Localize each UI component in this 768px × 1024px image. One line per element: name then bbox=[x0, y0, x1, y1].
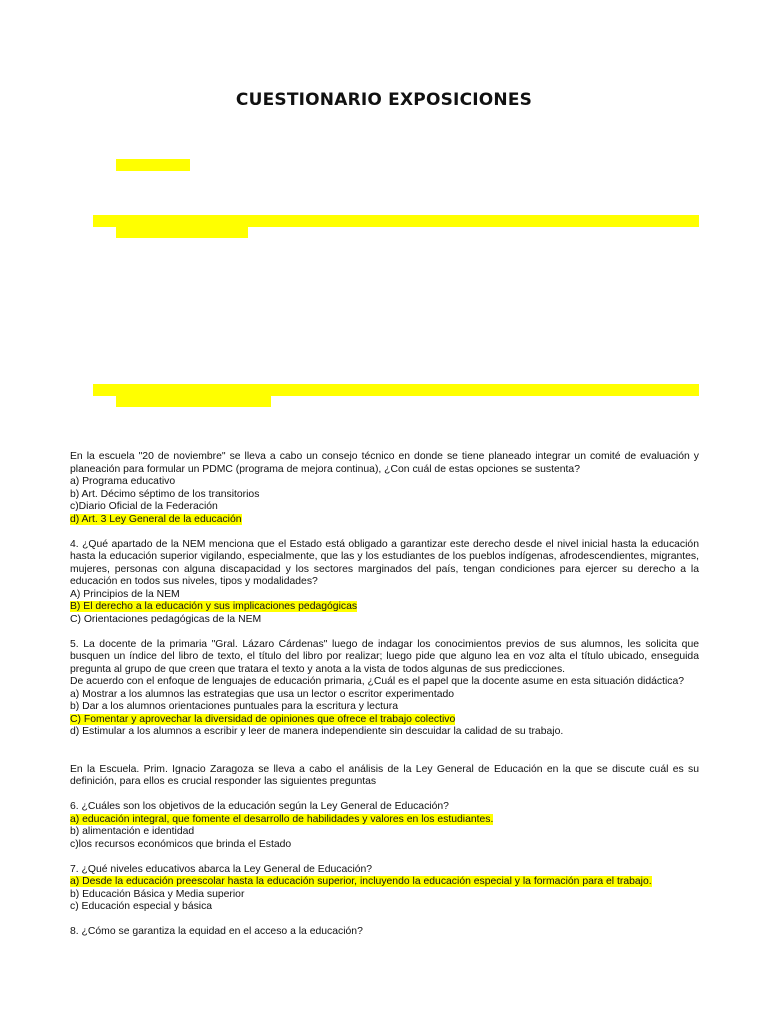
question-stem: 5. La docente de la primaria "Gral. Lázaro Cárdenas" luego de indagar los conocimientos previos de sus alumnos, les solicita que busquen un índice del libro de texto, el título del libro por realizar; luego pide que alguno lea en voz alta el título ubicado, enseguida pregunta al grupo de que creen que tratara el texto y anota a la vista de todos algunas de sus predicciones. bbox=[70, 638, 699, 675]
question-block bbox=[70, 539, 699, 627]
question-stem: En la Escuela. Prim. Ignacio Zaragoza se lleva a cabo el análisis de la Ley General de Educación en la que se discute cuál es su definición, para ellos es crucial responder las siguientes preguntas bbox=[70, 763, 699, 787]
question-stem: 4. ¿Qué apartado de la NEM menciona que el Estado está obligado a garantizar este derecho desde el nivel inicial hasta la educación hasta la educación superior vigilando, especialmente, que las y los estudiantes de los pueblos indígenas, afrodescendientes, migrantes, mujeres, personas con alguna discapacidad y los sectores marginados del país, tengan condiciones para ejercer su derecho a la educación en todos sus niveles, tipos y modalidades? bbox=[70, 538, 699, 587]
answer-option: b) alimentación e identidad bbox=[70, 826, 195, 837]
answer-option-highlighted: d) Art. 3 Ley General de la educación bbox=[70, 513, 242, 525]
answer-option: c) Educación especial y básica bbox=[70, 901, 213, 912]
answer-option-highlighted: a) educación integral, que fomente el desarrollo de habilidades y valores en los estudiantes. bbox=[70, 813, 494, 825]
question-block bbox=[70, 639, 699, 739]
answer-option: c)Diario Oficial de la Federación bbox=[70, 501, 218, 512]
answer-option-highlighted: C) Fomentar y aprovechar la diversidad de opiniones que ofrece el trabajo colectivo bbox=[70, 713, 456, 725]
question-block bbox=[70, 864, 699, 914]
question-stem: 6. ¿Cuáles son los objetivos de la educación según la Ley General de Educación? bbox=[70, 801, 449, 812]
question-block bbox=[70, 801, 699, 851]
answer-option: b) Educación Básica y Media superior bbox=[70, 888, 245, 900]
highlight-bar bbox=[116, 396, 271, 407]
answer-option-highlighted: B) El derecho a la educación y sus implicaciones pedagógicas bbox=[70, 601, 358, 612]
answer-option: C) Orientaciones pedagógicas de la NEM bbox=[70, 613, 262, 625]
answer-option: c)los recursos económicos que brinda el Estado bbox=[70, 838, 292, 850]
highlight-bar bbox=[93, 215, 699, 227]
answer-option: b) Art. Décimo séptimo de los transitorios bbox=[70, 488, 260, 500]
highlight-bar bbox=[93, 384, 699, 396]
answer-option-highlighted: a) Desde la educación preescolar hasta la educación superior, incluyendo la educación especial y la formación para el trabajo. bbox=[70, 876, 652, 887]
question-list bbox=[70, 451, 699, 939]
question-block bbox=[70, 926, 699, 939]
question-block bbox=[70, 451, 699, 526]
question-stem-continued: De acuerdo con el enfoque de lenguajes de educación primaria, ¿Cuál es el papel que la docente asume en esta situación didáctica? bbox=[70, 676, 685, 687]
question-stem: En la escuela "20 de noviembre" se lleva a cabo un consejo técnico en donde se tiene planeado integrar un comité de evaluación y planeación para formular un PDMC (programa de mejora continua), ¿Con cuál de estas opciones se sustenta? bbox=[70, 451, 699, 475]
answer-option: d) Estimular a los alumnos a escribir y leer de manera independiente sin descuidar la calidad de su trabajo. bbox=[70, 726, 564, 737]
highlight-bar bbox=[116, 227, 248, 238]
answer-option: b) Dar a los alumnos orientaciones puntuales para la escritura y lectura bbox=[70, 701, 399, 712]
answer-option: A) Principios de la NEM bbox=[70, 588, 180, 600]
answer-option: a) Programa educativo bbox=[70, 476, 176, 487]
question-stem: 7. ¿Qué niveles educativos abarca la Ley General de Educación? bbox=[70, 863, 373, 875]
highlight-bar bbox=[116, 159, 190, 171]
context-paragraph bbox=[70, 764, 699, 789]
answer-option: a) Mostrar a los alumnos las estrategias que usa un lector o escritor experimentado bbox=[70, 688, 455, 700]
question-stem: 8. ¿Cómo se garantiza la equidad en el acceso a la educación? bbox=[70, 926, 363, 937]
page-title: CUESTIONARIO EXPOSICIONES bbox=[235, 90, 533, 110]
